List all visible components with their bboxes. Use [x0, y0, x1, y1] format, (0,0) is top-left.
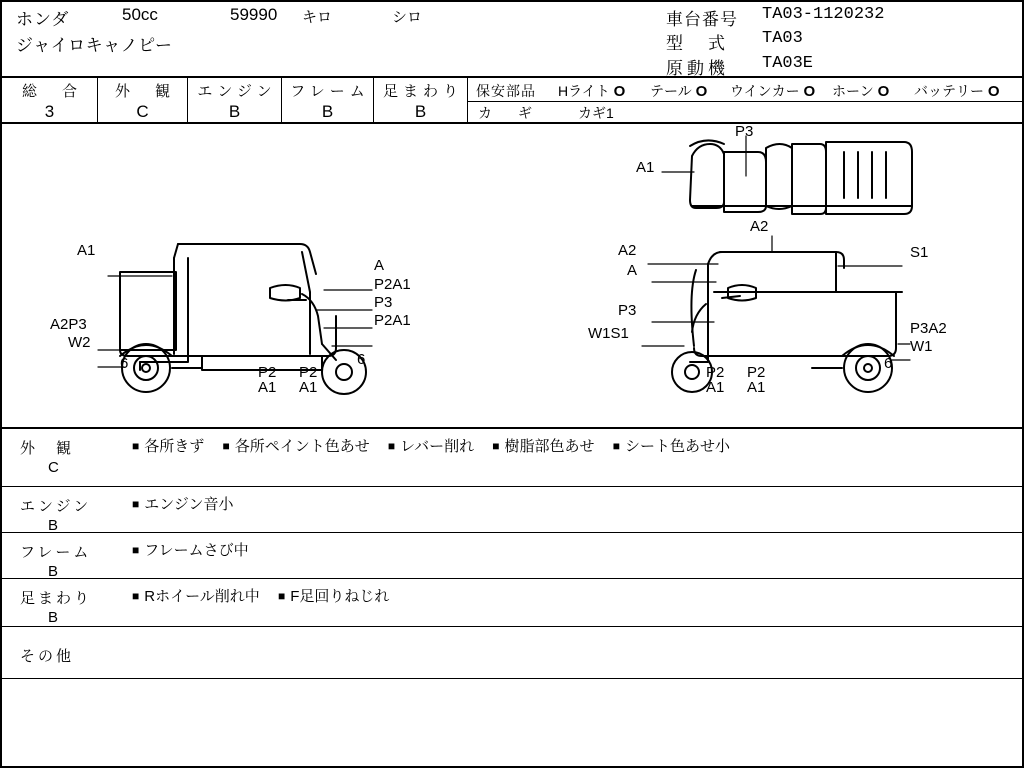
note-item: [388, 438, 474, 455]
square-bullet-icon: ■: [132, 543, 140, 557]
note-item: [492, 438, 594, 455]
diagram-label: A: [374, 257, 385, 274]
grade-cell-engine: [188, 78, 282, 122]
note-row-appearance: [2, 429, 1022, 487]
note-item-text: エンジン音小: [144, 496, 234, 513]
note-grade: B: [48, 517, 59, 534]
equipment-item-blinker: [730, 81, 815, 101]
grade-label: 足まわり: [382, 83, 463, 100]
note-label: 外 観: [20, 440, 75, 457]
diagram-label: P2: [706, 364, 725, 381]
diagram-label: W1S1: [588, 325, 629, 342]
grade-cell-frame: [282, 78, 374, 122]
maker-name: ホンダ: [16, 10, 70, 29]
diagram-label: P3: [735, 124, 754, 140]
grade-row: [2, 78, 1022, 124]
grade-label: 総 合: [21, 83, 82, 100]
diagram-label: P3A2: [910, 320, 947, 337]
diagram-label: A2P3: [50, 316, 87, 333]
grade-label: エンジン: [197, 83, 277, 100]
grade-label: フレーム: [290, 83, 370, 100]
note-items: [132, 437, 1014, 457]
odometer-unit: キロ: [302, 9, 333, 26]
circle-icon: O: [877, 83, 890, 100]
note-grade: C: [48, 459, 59, 476]
equipment-block: [468, 78, 1022, 122]
square-bullet-icon: ■: [612, 439, 620, 453]
equipment-item-battery: [914, 81, 1000, 101]
diagram-label: A1: [636, 159, 655, 176]
equipment-item-label: Hライト: [558, 83, 610, 99]
odometer-kind: シロ: [392, 9, 423, 26]
note-row-other: [2, 627, 1022, 679]
key-label: カ ギ: [478, 105, 538, 121]
equipment-item-label: ホーン: [832, 83, 874, 99]
equipment-row: [468, 78, 1022, 102]
note-item: [132, 542, 249, 559]
grade-label: 外 観: [114, 83, 175, 100]
circle-icon: O: [695, 83, 708, 100]
equipment-title: 保安部品: [476, 83, 536, 99]
note-item: [613, 438, 730, 455]
diagram-label: P3: [618, 302, 637, 319]
model-name: ジャイロキャノピー: [16, 36, 173, 55]
note-label: 足まわり: [20, 590, 93, 607]
grade-cell-appearance: [98, 78, 188, 122]
diagram-label: 6: [120, 355, 129, 372]
note-item-text: 各所ペイント色あせ: [234, 438, 370, 455]
right-side-view-drawing: [642, 236, 910, 392]
grade-cell-total: [2, 78, 98, 122]
diagram-label: P2: [747, 364, 766, 381]
equipment-item-label: バッテリー: [914, 83, 984, 99]
note-item: [132, 496, 234, 513]
diagram-label: W2: [68, 334, 91, 351]
note-item-text: シート色あせ小: [624, 438, 730, 455]
note-item-text: フレームさび中: [144, 542, 249, 559]
header-left: [2, 2, 642, 76]
note-item: [278, 588, 389, 605]
diagram-label: 6: [884, 355, 893, 372]
engine-label: 原動機: [666, 59, 729, 78]
left-side-view-drawing: [98, 244, 372, 394]
square-bullet-icon: ■: [132, 439, 140, 453]
chassis-number-value: TA03-1120232: [762, 5, 885, 24]
sheet-header: [2, 2, 1022, 78]
note-item-text: 各所きず: [144, 438, 205, 455]
square-bullet-icon: ■: [387, 439, 396, 453]
displacement: 50cc: [122, 5, 158, 24]
chassis-number-label: 車台番号: [666, 10, 738, 29]
grade-value: B: [228, 102, 241, 121]
equipment-item-label: ウインカー: [730, 83, 800, 99]
note-item-text: 樹脂部色あせ: [504, 438, 595, 455]
diagram-label: P2: [299, 364, 318, 381]
note-item: [132, 438, 204, 455]
note-item-text: レバー削れ: [400, 438, 475, 455]
diagram-label: A: [627, 262, 638, 279]
note-row-blank: [2, 679, 1022, 735]
note-row-frame: [2, 533, 1022, 579]
square-bullet-icon: ■: [132, 589, 140, 603]
grade-value: B: [321, 102, 334, 121]
diagram-label: W1: [910, 338, 933, 355]
type-value: TA03: [762, 29, 803, 48]
diagram-label: A1: [706, 379, 725, 396]
diagram-svg: [2, 124, 1022, 427]
note-items: [132, 587, 1014, 607]
equipment-item-label: テール: [650, 83, 692, 99]
note-label: エンジン: [20, 498, 92, 515]
diagram-label: 6: [357, 351, 366, 368]
note-item-text: F足回りねじれ: [290, 588, 390, 605]
key-row: [468, 102, 1022, 122]
note-label: フレーム: [20, 544, 92, 561]
diagram-label: A1: [747, 379, 766, 396]
note-grade: B: [48, 563, 59, 580]
note-row-suspension: [2, 579, 1022, 627]
square-bullet-icon: ■: [492, 439, 500, 453]
equipment-item-horn: [832, 81, 889, 101]
condition-notes: [2, 429, 1022, 735]
front-view-drawing: [662, 136, 912, 214]
type-label: 型 式: [666, 34, 729, 53]
engine-value: TA03E: [762, 54, 814, 73]
diagram-label: A1: [299, 379, 318, 396]
note-items: [132, 541, 1014, 561]
odometer-value: 59990: [230, 5, 278, 24]
equipment-item-headlight: [558, 81, 625, 101]
key-value: カギ1: [578, 105, 614, 121]
note-item: [222, 438, 369, 455]
square-bullet-icon: ■: [222, 439, 230, 453]
circle-icon: O: [803, 83, 816, 100]
circle-icon: O: [613, 83, 626, 100]
square-bullet-icon: ■: [132, 497, 140, 511]
note-label: その他: [20, 648, 75, 665]
equipment-item-tail: [650, 81, 707, 101]
diagram-label: S1: [910, 244, 929, 261]
damage-diagram: [2, 124, 1022, 429]
grade-cell-suspension: [374, 78, 468, 122]
diagram-label: A2: [750, 218, 769, 235]
grade-value: C: [136, 102, 149, 121]
square-bullet-icon: ■: [277, 589, 286, 603]
diagram-label: P2A1: [374, 276, 411, 293]
note-item-text: Rホイール削れ中: [144, 588, 260, 605]
note-grade: B: [48, 609, 59, 626]
diagram-label: A2: [618, 242, 637, 259]
diagram-label: P2A1: [374, 312, 411, 329]
note-row-engine: [2, 487, 1022, 533]
grade-value: 3: [44, 102, 55, 121]
circle-icon: O: [987, 83, 1000, 100]
diagram-label: P3: [374, 294, 393, 311]
diagram-label: A1: [77, 242, 96, 259]
header-right: [652, 2, 1022, 76]
note-items: [132, 495, 1014, 515]
grade-value: B: [414, 102, 427, 121]
diagram-label: P2: [258, 364, 277, 381]
diagram-label: A1: [258, 379, 277, 396]
note-item: [132, 588, 260, 605]
